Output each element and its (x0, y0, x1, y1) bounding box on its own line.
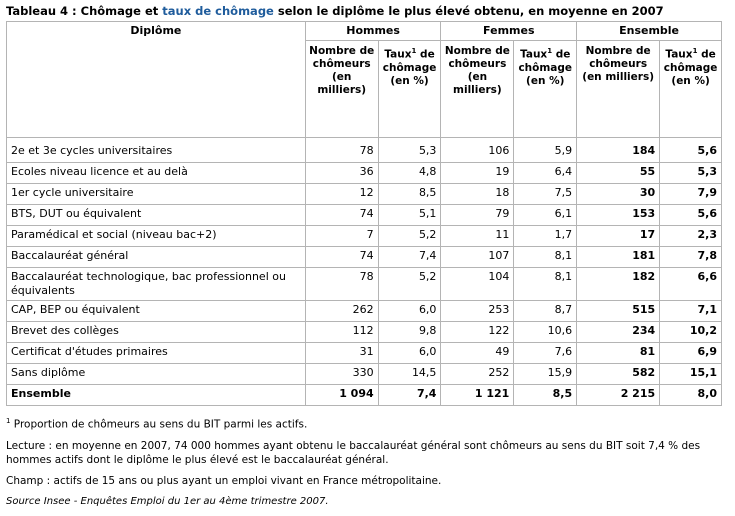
row-value: 7,9 (660, 184, 722, 205)
notes (6, 414, 718, 509)
table-row (7, 205, 722, 226)
row-value: 5,6 (660, 138, 722, 163)
row-value: 112 (305, 322, 378, 343)
row-value: 14,5 (378, 364, 441, 385)
row-value: 330 (305, 364, 378, 385)
row-value: 10,6 (514, 322, 577, 343)
row-value: 7,8 (660, 247, 722, 268)
row-value: 262 (305, 301, 378, 322)
row-value: 10,2 (660, 322, 722, 343)
taux-de-chomage-link[interactable]: taux de chômage (162, 4, 274, 18)
row-label: Brevet des collèges (7, 322, 306, 343)
row-value: 5,1 (378, 205, 441, 226)
table-row (7, 301, 722, 322)
table-row (7, 268, 722, 301)
row-value: 6,0 (378, 343, 441, 364)
row-value: 74 (305, 205, 378, 226)
header-diplome: Diplôme (7, 22, 306, 138)
row-value: 2,3 (660, 226, 722, 247)
row-value: 5,2 (378, 226, 441, 247)
row-value: 49 (441, 343, 514, 364)
row-value: 11 (441, 226, 514, 247)
table-body (7, 138, 722, 406)
row-value: 7,4 (378, 247, 441, 268)
table-title (6, 4, 730, 18)
table-row (7, 138, 722, 163)
row-value: 104 (441, 268, 514, 301)
row-value: 1 121 (441, 385, 514, 406)
row-value: 9,8 (378, 322, 441, 343)
row-value: 12 (305, 184, 378, 205)
header-hommes: Hommes (305, 22, 441, 41)
row-label: BTS, DUT ou équivalent (7, 205, 306, 226)
row-value: 19 (441, 163, 514, 184)
row-value: 122 (441, 322, 514, 343)
row-value: 181 (577, 247, 660, 268)
row-value: 8,5 (378, 184, 441, 205)
row-value: 15,1 (660, 364, 722, 385)
row-value: 15,9 (514, 364, 577, 385)
row-value: 8,5 (514, 385, 577, 406)
row-value: 7,6 (514, 343, 577, 364)
champ-note: Champ : actifs de 15 ans ou plus ayant un emploi vivant en France métropolitaine. (6, 474, 442, 487)
row-label: Baccalauréat général (7, 247, 306, 268)
row-label: 2e et 3e cycles universitaires (7, 138, 306, 163)
source-note: Source Insee - Enquêtes Emploi du 1er au 4ème trimestre 2007. (6, 495, 329, 507)
row-value: 78 (305, 268, 378, 301)
row-value: 18 (441, 184, 514, 205)
footnote: $^1$ Proportion de chômeurs au sens du BIT parmi les actifs. (6, 417, 308, 431)
row-value: 8,1 (514, 268, 577, 301)
lecture-note: Lecture : en moyenne en 2007, 74 000 hommes ayant obtenu le baccalauréat général sont chômeurs au sens du BIT soit 7,4 % des hommes actifs dont le diplôme le plus élevé est le baccalauréat général. (6, 439, 701, 466)
row-value: 253 (441, 301, 514, 322)
title-prefix: Tableau 4 : Chômage et (6, 4, 163, 18)
row-value: 5,2 (378, 268, 441, 301)
row-value: 6,9 (660, 343, 722, 364)
row-value: 8,1 (514, 247, 577, 268)
table-row (7, 343, 722, 364)
header-group-row (7, 22, 722, 41)
row-value: 30 (577, 184, 660, 205)
row-value: 582 (577, 364, 660, 385)
row-label: CAP, BEP ou équivalent (7, 301, 306, 322)
table-row (7, 247, 722, 268)
header-taux: Taux$^1$ de chômage (en %) (378, 41, 441, 138)
row-value: 4,8 (378, 163, 441, 184)
table-row (7, 226, 722, 247)
header-nombre: Nombre de chômeurs (en milliers) (305, 41, 378, 138)
table-row (7, 163, 722, 184)
header-ensemble: Ensemble (577, 22, 722, 41)
row-value: 5,6 (660, 205, 722, 226)
row-label: Paramédical et social (niveau bac+2) (7, 226, 306, 247)
row-value: 234 (577, 322, 660, 343)
row-value: 7,4 (378, 385, 441, 406)
row-value: 153 (577, 205, 660, 226)
row-value: 17 (577, 226, 660, 247)
table-row (7, 364, 722, 385)
row-value: 55 (577, 163, 660, 184)
title-suffix: selon le diplôme le plus élevé obtenu, en moyenne en 2007 (273, 4, 664, 18)
row-label: Certificat d'études primaires (7, 343, 306, 364)
row-value: 184 (577, 138, 660, 163)
table-row (7, 385, 722, 406)
row-value: 7,1 (660, 301, 722, 322)
row-value: 31 (305, 343, 378, 364)
row-value: 7,5 (514, 184, 577, 205)
row-value: 5,9 (514, 138, 577, 163)
row-value: 8,7 (514, 301, 577, 322)
header-taux: Taux$^1$ de chômage (en %) (660, 41, 722, 138)
row-value: 107 (441, 247, 514, 268)
row-value: 252 (441, 364, 514, 385)
row-value: 6,1 (514, 205, 577, 226)
row-label: Baccalauréat technologique, bac professionnel ou équivalents (7, 268, 306, 301)
row-value: 36 (305, 163, 378, 184)
header-femmes: Femmes (441, 22, 577, 41)
row-value: 5,3 (378, 138, 441, 163)
row-value: 6,4 (514, 163, 577, 184)
row-value: 5,3 (660, 163, 722, 184)
row-label: Ecoles niveau licence et au delà (7, 163, 306, 184)
row-value: 79 (441, 205, 514, 226)
row-label: Ensemble (7, 385, 306, 406)
row-value: 74 (305, 247, 378, 268)
row-value: 8,0 (660, 385, 722, 406)
data-table (6, 21, 722, 406)
header-taux: Taux$^1$ de chômage (en %) (514, 41, 577, 138)
row-value: 515 (577, 301, 660, 322)
row-value: 106 (441, 138, 514, 163)
row-value: 78 (305, 138, 378, 163)
table-row (7, 322, 722, 343)
row-value: 7 (305, 226, 378, 247)
row-value: 81 (577, 343, 660, 364)
row-label: Sans diplôme (7, 364, 306, 385)
header-nombre: Nombre de chômeurs (en milliers) (577, 41, 660, 138)
row-value: 1 094 (305, 385, 378, 406)
row-label: 1er cycle universitaire (7, 184, 306, 205)
header-nombre: Nombre de chômeurs (en milliers) (441, 41, 514, 138)
row-value: 182 (577, 268, 660, 301)
row-value: 6,6 (660, 268, 722, 301)
row-value: 2 215 (577, 385, 660, 406)
row-value: 6,0 (378, 301, 441, 322)
row-value: 1,7 (514, 226, 577, 247)
table-row (7, 184, 722, 205)
